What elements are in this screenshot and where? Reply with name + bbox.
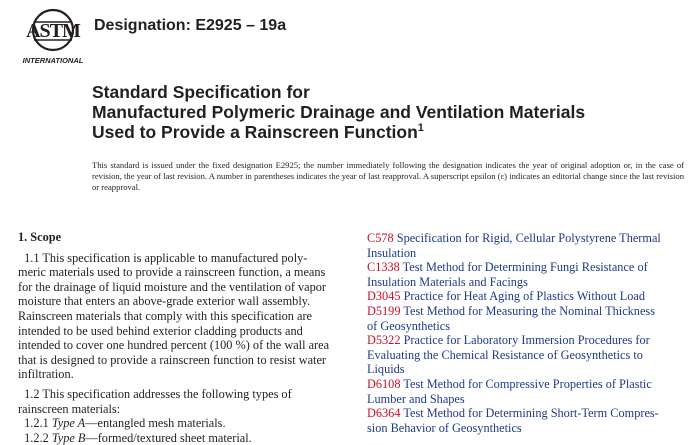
- reference-title-link[interactable]: Practice for Heat Aging of Plastics Without Load: [403, 289, 645, 304]
- title-line-3-text: Used to Provide a Rainscreen Function: [92, 122, 418, 142]
- reference-title-link[interactable]: Specification for Rigid, Cellular Polystyrene Thermal: [396, 231, 661, 245]
- reference-title-link[interactable]: sion Behavior of Geosynthetics: [367, 420, 522, 435]
- clause-text: —formed/textured sheet material.: [85, 430, 252, 445]
- paragraph-line: intended to cover one hundred percent (100 %) of the wall area: [18, 338, 330, 353]
- title-footnote-mark[interactable]: 1: [417, 122, 424, 135]
- reference-line: [367, 420, 673, 436]
- paragraph-line: 1.2 This specification addresses the following types of: [18, 386, 292, 401]
- reference-line: [367, 406, 673, 421]
- paragraph-line: moisture that enters an above-grade exterior wall assembly.: [18, 294, 311, 309]
- reference-title-link[interactable]: Test Method for Determining Fungi Resistance of: [402, 260, 648, 275]
- title-line-2: Manufactured Polymeric Drainage and Ventilation Materials: [92, 102, 586, 122]
- paragraph-line: meric materials used to provide a rainscreen function, a means: [18, 265, 326, 280]
- paragraph-line: for the drainage of liquid moisture and the ventilation of vapor: [18, 279, 327, 294]
- reference-code-link[interactable]: D5322: [367, 333, 401, 348]
- reference-line: [367, 362, 673, 377]
- reference-title-link[interactable]: Insulation: [367, 245, 417, 260]
- logo-text: INTERNATIONAL: [22, 56, 84, 65]
- reference-line: [367, 318, 673, 334]
- reference-item: [367, 377, 673, 406]
- scope-paragraph-1-1: [18, 251, 334, 382]
- reference-item: [367, 231, 673, 260]
- reference-code-link[interactable]: C1338: [367, 260, 400, 275]
- reference-line: [367, 391, 673, 407]
- type-label: Type B: [51, 430, 86, 445]
- clause-number: 1.2.1: [18, 416, 52, 431]
- scope-heading: 1. Scope: [18, 230, 62, 244]
- reference-line: [367, 231, 673, 246]
- scope-section: [18, 230, 334, 445]
- reference-item: [367, 289, 673, 304]
- clause-number: 1.2.2: [18, 430, 52, 445]
- reference-code-link[interactable]: D6364: [367, 406, 401, 421]
- reference-code-link[interactable]: D6108: [367, 376, 401, 391]
- paragraph-line: rainscreen materials:: [18, 401, 121, 416]
- reference-item: [367, 333, 673, 377]
- reference-line: [367, 376, 673, 392]
- reference-line: [367, 347, 673, 363]
- reference-line: [367, 274, 673, 290]
- title-line-3: [92, 122, 672, 142]
- reference-item: [367, 260, 673, 289]
- astm-logo: [18, 6, 88, 66]
- reference-line: [367, 260, 673, 275]
- reference-title-link[interactable]: Test Method for Determining Short-Term Compres-: [403, 406, 659, 421]
- type-label: Type A: [51, 416, 86, 431]
- reference-code-link[interactable]: D5199: [367, 303, 401, 318]
- paragraph-line: that is designed to provide a rainscreen function to resist water: [18, 352, 327, 367]
- reference-item: [367, 304, 673, 333]
- paragraph-line: Rainscreen materials that comply with this specification are: [18, 308, 313, 323]
- title-line-1: Standard Specification for: [92, 82, 310, 102]
- reference-title-link[interactable]: Lumber and Shapes: [367, 391, 465, 406]
- reference-title-link[interactable]: of Geosynthetics: [367, 318, 450, 333]
- svg-text:ASTM: ASTM: [26, 20, 80, 42]
- paragraph-line: infiltration.: [18, 367, 74, 382]
- scope-paragraph-1-2: [18, 387, 334, 416]
- reference-title-link[interactable]: Practice for Laboratory Immersion Procedures for: [403, 333, 650, 348]
- reference-title-link[interactable]: Evaluating the Chemical Resistance of Geosynthetics to: [367, 347, 643, 362]
- scope-paragraph-1-2-1: [18, 416, 334, 431]
- referenced-documents-list: [367, 231, 673, 435]
- reference-line: [367, 245, 673, 261]
- standard-title: [92, 82, 672, 142]
- reference-item: [367, 406, 673, 435]
- reference-title-link[interactable]: Test Method for Compressive Properties of Plastic: [403, 376, 652, 391]
- reference-code-link[interactable]: D3045: [367, 289, 401, 304]
- reference-line: [367, 303, 673, 319]
- reference-line: [367, 333, 673, 348]
- clause-text: —entangled mesh materials.: [85, 416, 226, 431]
- reference-title-link[interactable]: Insulation Materials and Facings: [367, 274, 528, 289]
- reference-code-link[interactable]: C578: [367, 231, 394, 245]
- reference-line: [367, 289, 673, 304]
- designation: Designation: E2925 – 19a: [94, 17, 287, 34]
- reference-title-link[interactable]: Liquids: [367, 362, 405, 377]
- paragraph-line: intended to be used behind exterior cladding products and: [18, 323, 303, 338]
- scope-paragraph-1-2-2: [18, 431, 334, 445]
- reference-title-link[interactable]: Test Method for Measuring the Nominal Thickness: [403, 303, 655, 318]
- issuance-notice: This standard is issued under the fixed designation E2925; the number immediately following the designation indicates the year of original adoption or, in the case of revision, the year of last revision. A number in parentheses indicates the year of last reapproval. A superscript epsilon (ε) indicates an editorial change since the last revision or reapproval.: [92, 160, 684, 192]
- paragraph-line: 1.1 This specification is applicable to manufactured poly-: [18, 250, 308, 265]
